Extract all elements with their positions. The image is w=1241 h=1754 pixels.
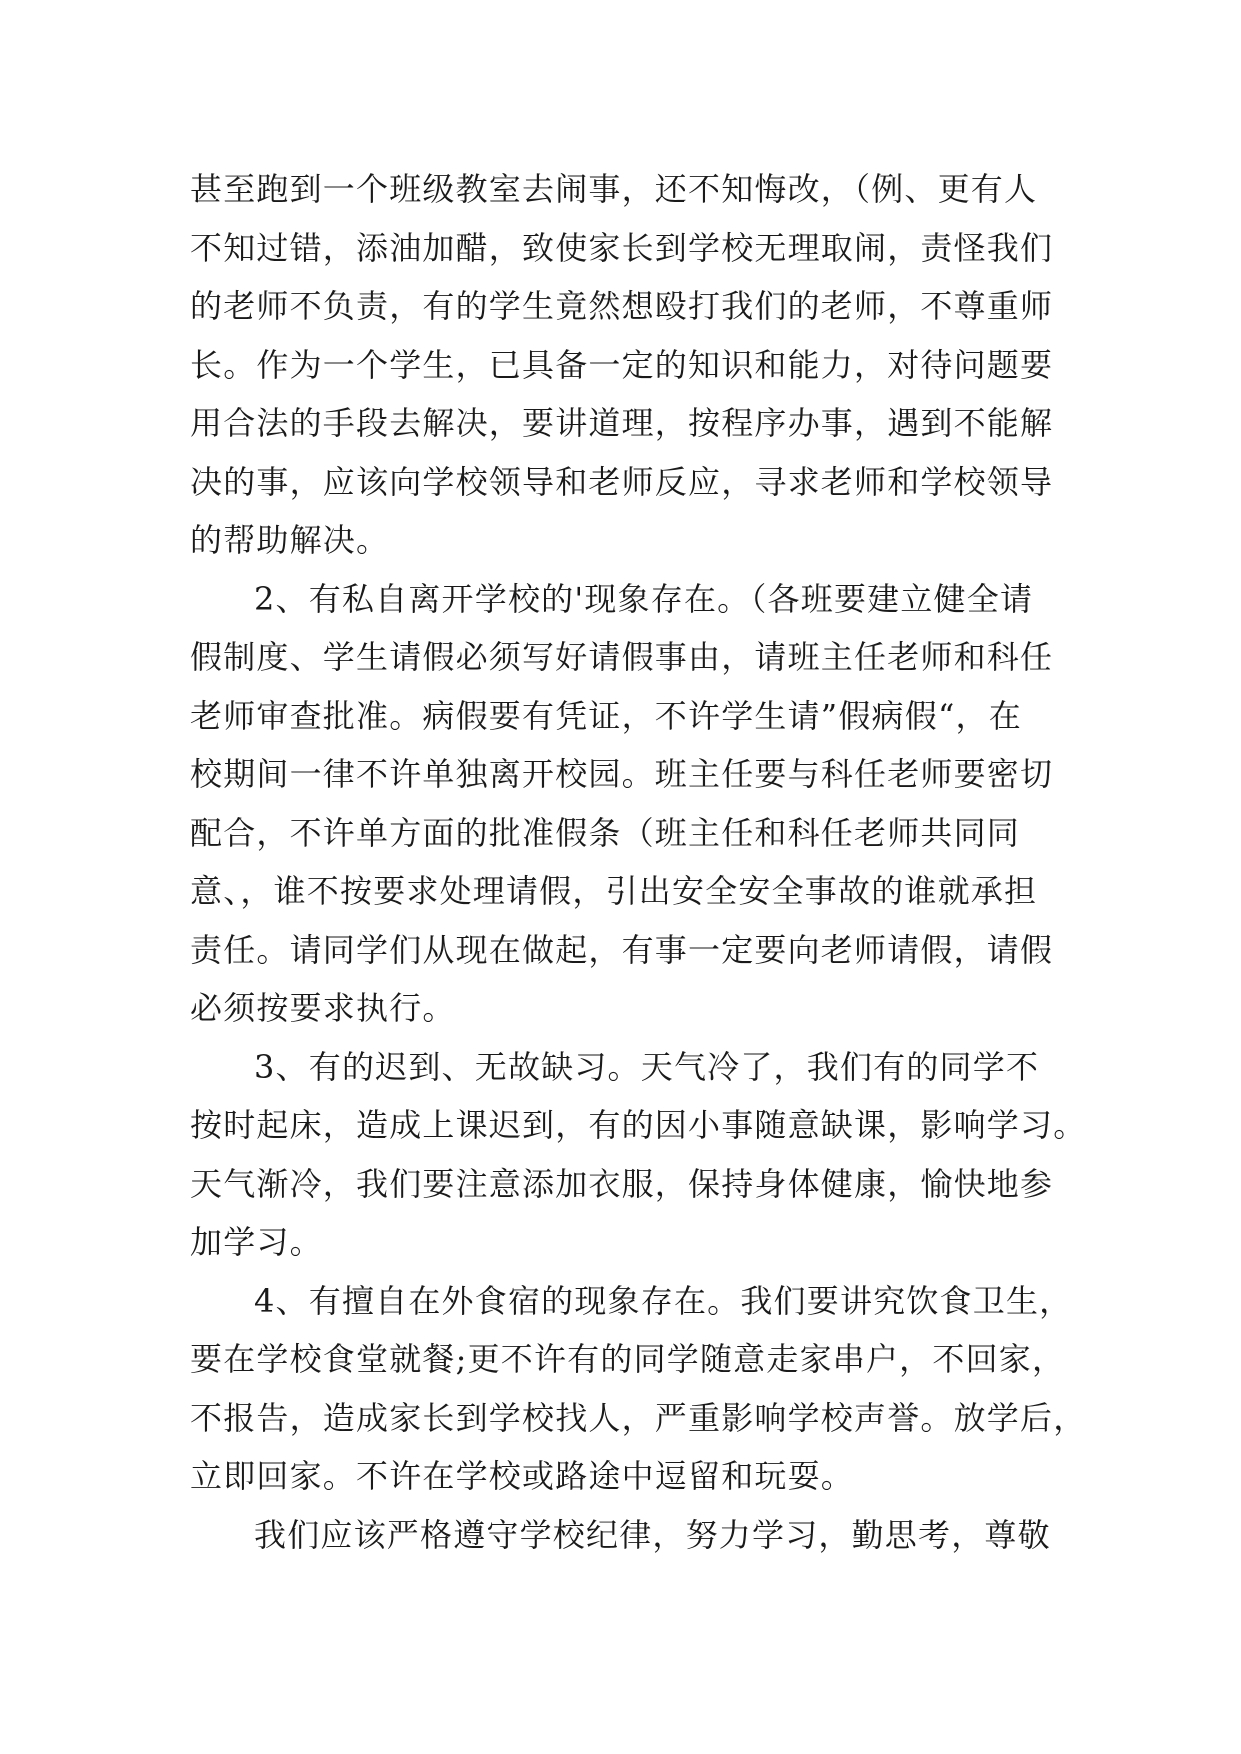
text-line: 不知过错，添油加醋，致使家长到学校无理取闹，责怪我们: [190, 228, 1054, 267]
text-line: 校期间一律不许单独离开校园。班主任要与科任老师要密切: [190, 755, 1054, 793]
text-line: 的帮助解决。: [190, 521, 390, 559]
text-line: 天气渐冷，我们要注意添加衣服，保持身体健康，愉快地参: [190, 1164, 1054, 1203]
paragraph-first-line: 4、有擅自在外食宿的现象存在。我们要讲究饮食卫生，: [254, 1281, 1073, 1320]
document-body: [190, 160, 1087, 1564]
text-line: 老师审查批准。病假要有凭证，不许学生请”假病假“，在: [190, 696, 1022, 735]
paragraph-first-line: 3、有的迟到、无故缺习。天气冷了，我们有的同学不: [254, 1047, 1040, 1086]
paragraph-first-line: 我们应该严格遵守学校纪律，努力学习，勤思考，尊敬: [254, 1515, 1051, 1554]
text-line: 配合，不许单方面的批准假条（班主任和科任老师共同同: [190, 813, 1021, 852]
text-line: 长。作为一个学生，已具备一定的知识和能力，对待问题要: [190, 345, 1054, 384]
text-line: 责任。请同学们从现在做起，有事一定要向老师请假，请假: [190, 930, 1054, 969]
text-line: 不报告，造成家长到学校找人，严重影响学校声誉。放学后，: [190, 1398, 1087, 1437]
text-line: 必须按要求执行。: [190, 989, 456, 1027]
text-line: 加学习。: [190, 1223, 323, 1261]
text-line: 甚至跑到一个班级教室去闹事，还不知悔改，（例、更有人: [190, 170, 1038, 208]
text-line: 要在学校食堂就餐;更不许有的同学随意走家串户，不回家，: [190, 1340, 1066, 1378]
text-line: 意、，谁不按要求处理请假，引出安全安全事故的谁就承担: [190, 872, 1038, 910]
text-line: 按时起床，造成上课迟到，有的因小事随意缺课，影响学习。: [190, 1106, 1087, 1144]
text-line: 用合法的手段去解决，要讲道理，按程序办事，遇到不能解: [190, 404, 1054, 442]
text-line: 立即回家。不许在学校或路途中逗留和玩耍。: [190, 1457, 855, 1495]
text-line: 假制度、学生请假必须写好请假事由，请班主任老师和科任: [190, 638, 1054, 676]
paragraph-first-line: 2、有私自离开学校的'现象存在。（各班要建立健全请: [254, 579, 1034, 618]
text-line: 的老师不负责，有的学生竟然想殴打我们的老师，不尊重师: [190, 287, 1054, 325]
text-line: 决的事，应该向学校领导和老师反应，寻求老师和学校领导: [190, 462, 1054, 501]
